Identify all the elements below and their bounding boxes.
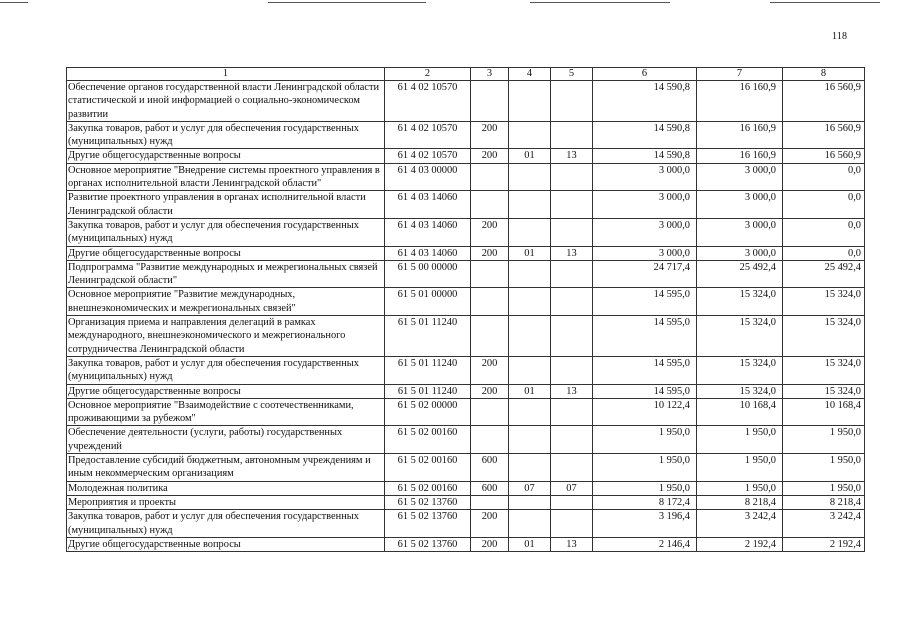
table-row — [67, 163, 865, 191]
amount-year1-cell: 1 950,0 — [593, 454, 697, 482]
table-row — [67, 316, 865, 357]
table-row — [67, 356, 865, 384]
target-code-cell: 61 5 01 00000 — [385, 288, 471, 316]
amount-year2-cell: 15 324,0 — [697, 384, 783, 398]
table-row — [67, 384, 865, 398]
amount-year1-cell: 24 717,4 — [593, 260, 697, 288]
row-name-cell: Обеспечение органов государственной власти Ленинградской области статистической и иной информацией о социально-экономическом развитии — [67, 81, 385, 122]
section-cell — [509, 218, 551, 246]
amount-year1-cell: 3 000,0 — [593, 191, 697, 219]
amount-year3-cell: 0,0 — [783, 218, 865, 246]
amount-year2-cell: 16 160,9 — [697, 149, 783, 163]
amount-year2-cell: 15 324,0 — [697, 356, 783, 384]
expense-type-cell: 200 — [471, 149, 509, 163]
amount-year2-cell: 16 160,9 — [697, 81, 783, 122]
section-cell — [509, 454, 551, 482]
budget-table — [66, 67, 865, 552]
target-code-cell: 61 5 01 11240 — [385, 316, 471, 357]
row-name-cell: Закупка товаров, работ и услуг для обеспечения государственных (муниципальных) нужд — [67, 218, 385, 246]
section-cell — [509, 191, 551, 219]
section-cell — [509, 121, 551, 149]
row-name-cell: Закупка товаров, работ и услуг для обеспечения государственных (муниципальных) нужд — [67, 121, 385, 149]
section-cell — [509, 398, 551, 426]
header-cell: 8 — [783, 68, 865, 81]
header-cell: 5 — [551, 68, 593, 81]
amount-year3-cell: 0,0 — [783, 191, 865, 219]
amount-year2-cell: 16 160,9 — [697, 121, 783, 149]
row-name-cell: Предоставление субсидий бюджетным, автономным учреждениям и иным некоммерческим организациям — [67, 454, 385, 482]
table-row — [67, 191, 865, 219]
row-name-cell: Другие общегосударственные вопросы — [67, 384, 385, 398]
target-code-cell: 61 4 03 14060 — [385, 246, 471, 260]
amount-year2-cell: 2 192,4 — [697, 537, 783, 551]
amount-year3-cell: 0,0 — [783, 163, 865, 191]
expense-type-cell — [471, 398, 509, 426]
row-name-cell: Молодежная политика — [67, 481, 385, 495]
table-row — [67, 495, 865, 509]
subsection-cell: 13 — [551, 384, 593, 398]
subsection-cell — [551, 288, 593, 316]
target-code-cell: 61 5 02 00000 — [385, 398, 471, 426]
section-cell — [509, 81, 551, 122]
subsection-cell — [551, 510, 593, 538]
expense-type-cell — [471, 426, 509, 454]
row-name-cell: Обеспечение деятельности (услуги, работы) государственных учреждений — [67, 426, 385, 454]
table-row — [67, 454, 865, 482]
amount-year3-cell: 2 192,4 — [783, 537, 865, 551]
table-row — [67, 81, 865, 122]
amount-year3-cell: 1 950,0 — [783, 454, 865, 482]
section-cell — [509, 163, 551, 191]
row-name-cell: Другие общегосударственные вопросы — [67, 537, 385, 551]
subsection-cell — [551, 454, 593, 482]
amount-year2-cell: 3 242,4 — [697, 510, 783, 538]
subsection-cell — [551, 426, 593, 454]
table-row — [67, 510, 865, 538]
amount-year1-cell: 14 595,0 — [593, 288, 697, 316]
target-code-cell: 61 4 02 10570 — [385, 81, 471, 122]
table-row — [67, 149, 865, 163]
expense-type-cell — [471, 163, 509, 191]
table-row — [67, 121, 865, 149]
amount-year1-cell: 3 196,4 — [593, 510, 697, 538]
table-row — [67, 260, 865, 288]
subsection-cell — [551, 398, 593, 426]
subsection-cell — [551, 163, 593, 191]
section-cell — [509, 356, 551, 384]
subsection-cell — [551, 121, 593, 149]
amount-year1-cell: 14 590,8 — [593, 149, 697, 163]
expense-type-cell — [471, 316, 509, 357]
target-code-cell: 61 4 02 10570 — [385, 149, 471, 163]
target-code-cell: 61 5 02 00160 — [385, 454, 471, 482]
header-cell: 3 — [471, 68, 509, 81]
section-cell — [509, 426, 551, 454]
section-cell — [509, 495, 551, 509]
amount-year1-cell: 14 590,8 — [593, 81, 697, 122]
table-row — [67, 426, 865, 454]
amount-year2-cell: 3 000,0 — [697, 163, 783, 191]
section-cell: 01 — [509, 537, 551, 551]
section-cell — [509, 316, 551, 357]
expense-type-cell — [471, 260, 509, 288]
expense-type-cell: 200 — [471, 537, 509, 551]
amount-year2-cell: 1 950,0 — [697, 426, 783, 454]
table-row — [67, 481, 865, 495]
target-code-cell: 61 4 02 10570 — [385, 121, 471, 149]
target-code-cell: 61 4 03 14060 — [385, 218, 471, 246]
amount-year2-cell: 15 324,0 — [697, 288, 783, 316]
target-code-cell: 61 5 02 13760 — [385, 537, 471, 551]
row-name-cell: Мероприятия и проекты — [67, 495, 385, 509]
amount-year3-cell: 15 324,0 — [783, 316, 865, 357]
amount-year3-cell: 15 324,0 — [783, 356, 865, 384]
expense-type-cell: 200 — [471, 218, 509, 246]
row-name-cell: Другие общегосударственные вопросы — [67, 246, 385, 260]
amount-year1-cell: 3 000,0 — [593, 246, 697, 260]
amount-year2-cell: 3 000,0 — [697, 246, 783, 260]
expense-type-cell — [471, 191, 509, 219]
subsection-cell — [551, 495, 593, 509]
amount-year2-cell: 3 000,0 — [697, 218, 783, 246]
amount-year2-cell: 1 950,0 — [697, 481, 783, 495]
amount-year2-cell: 1 950,0 — [697, 454, 783, 482]
table-row — [67, 288, 865, 316]
amount-year3-cell: 1 950,0 — [783, 481, 865, 495]
section-cell: 01 — [509, 149, 551, 163]
amount-year3-cell: 25 492,4 — [783, 260, 865, 288]
expense-type-cell: 600 — [471, 454, 509, 482]
amount-year3-cell: 16 560,9 — [783, 81, 865, 122]
subsection-cell: 13 — [551, 246, 593, 260]
amount-year3-cell: 3 242,4 — [783, 510, 865, 538]
subsection-cell: 13 — [551, 149, 593, 163]
section-cell: 01 — [509, 246, 551, 260]
amount-year2-cell: 10 168,4 — [697, 398, 783, 426]
subsection-cell — [551, 356, 593, 384]
expense-type-cell: 600 — [471, 481, 509, 495]
expense-type-cell — [471, 495, 509, 509]
header-cell: 1 — [67, 68, 385, 81]
amount-year2-cell: 15 324,0 — [697, 316, 783, 357]
subsection-cell — [551, 218, 593, 246]
target-code-cell: 61 4 03 00000 — [385, 163, 471, 191]
amount-year2-cell: 25 492,4 — [697, 260, 783, 288]
row-name-cell: Основное мероприятие "Развитие международных, внешнеэкономических и межрегиональных связей" — [67, 288, 385, 316]
page-number: 118 — [832, 31, 848, 42]
amount-year1-cell: 14 595,0 — [593, 384, 697, 398]
row-name-cell: Развитие проектного управления в органах исполнительной власти Ленинградской области — [67, 191, 385, 219]
amount-year3-cell: 1 950,0 — [783, 426, 865, 454]
row-name-cell: Основное мероприятие "Взаимодействие с соотечественниками, проживающими за рубежом" — [67, 398, 385, 426]
subsection-cell: 13 — [551, 537, 593, 551]
amount-year1-cell: 2 146,4 — [593, 537, 697, 551]
target-code-cell: 61 5 02 00160 — [385, 481, 471, 495]
amount-year2-cell: 8 218,4 — [697, 495, 783, 509]
header-cell: 6 — [593, 68, 697, 81]
header-cell: 4 — [509, 68, 551, 81]
amount-year3-cell: 16 560,9 — [783, 121, 865, 149]
amount-year1-cell: 1 950,0 — [593, 426, 697, 454]
expense-type-cell: 200 — [471, 121, 509, 149]
amount-year3-cell: 0,0 — [783, 246, 865, 260]
expense-type-cell: 200 — [471, 356, 509, 384]
row-name-cell: Другие общегосударственные вопросы — [67, 149, 385, 163]
row-name-cell: Закупка товаров, работ и услуг для обеспечения государственных (муниципальных) нужд — [67, 510, 385, 538]
amount-year1-cell: 14 595,0 — [593, 316, 697, 357]
section-cell — [509, 288, 551, 316]
subsection-cell — [551, 81, 593, 122]
target-code-cell: 61 4 03 14060 — [385, 191, 471, 219]
table-row — [67, 246, 865, 260]
table-row — [67, 398, 865, 426]
expense-type-cell: 200 — [471, 246, 509, 260]
target-code-cell: 61 5 01 11240 — [385, 384, 471, 398]
subsection-cell — [551, 316, 593, 357]
expense-type-cell — [471, 288, 509, 316]
top-edge-line-left — [0, 2, 28, 3]
amount-year3-cell: 15 324,0 — [783, 384, 865, 398]
amount-year2-cell: 3 000,0 — [697, 191, 783, 219]
target-code-cell: 61 5 00 00000 — [385, 260, 471, 288]
amount-year1-cell: 14 595,0 — [593, 356, 697, 384]
target-code-cell: 61 5 02 13760 — [385, 510, 471, 538]
target-code-cell: 61 5 02 00160 — [385, 426, 471, 454]
amount-year3-cell: 10 168,4 — [783, 398, 865, 426]
budget-table-body — [67, 68, 865, 552]
amount-year1-cell: 3 000,0 — [593, 163, 697, 191]
expense-type-cell: 200 — [471, 384, 509, 398]
subsection-cell: 07 — [551, 481, 593, 495]
amount-year1-cell: 3 000,0 — [593, 218, 697, 246]
section-cell: 01 — [509, 384, 551, 398]
amount-year1-cell: 10 122,4 — [593, 398, 697, 426]
row-name-cell: Основное мероприятие "Внедрение системы проектного управления в органах исполнительной власти Ленинградской области" — [67, 163, 385, 191]
header-cell: 2 — [385, 68, 471, 81]
table-row — [67, 537, 865, 551]
top-edge-line-mid — [268, 2, 426, 3]
table-header-row — [67, 68, 865, 81]
row-name-cell: Закупка товаров, работ и услуг для обеспечения государственных (муниципальных) нужд — [67, 356, 385, 384]
subsection-cell — [551, 191, 593, 219]
amount-year1-cell: 14 590,8 — [593, 121, 697, 149]
row-name-cell: Организация приема и направления делегаций в рамках международного, внешнеэкономического и межрегионального сотрудничества Ленинградской области — [67, 316, 385, 357]
section-cell — [509, 510, 551, 538]
amount-year3-cell: 16 560,9 — [783, 149, 865, 163]
top-edge-line-right — [530, 2, 670, 3]
expense-type-cell: 200 — [471, 510, 509, 538]
table-row — [67, 218, 865, 246]
amount-year1-cell: 8 172,4 — [593, 495, 697, 509]
target-code-cell: 61 5 02 13760 — [385, 495, 471, 509]
amount-year1-cell: 1 950,0 — [593, 481, 697, 495]
expense-type-cell — [471, 81, 509, 122]
row-name-cell: Подпрограмма "Развитие международных и межрегиональных связей Ленинградской области" — [67, 260, 385, 288]
amount-year3-cell: 8 218,4 — [783, 495, 865, 509]
amount-year3-cell: 15 324,0 — [783, 288, 865, 316]
target-code-cell: 61 5 01 11240 — [385, 356, 471, 384]
top-edge-line-far — [770, 2, 880, 3]
header-cell: 7 — [697, 68, 783, 81]
subsection-cell — [551, 260, 593, 288]
section-cell — [509, 260, 551, 288]
section-cell: 07 — [509, 481, 551, 495]
